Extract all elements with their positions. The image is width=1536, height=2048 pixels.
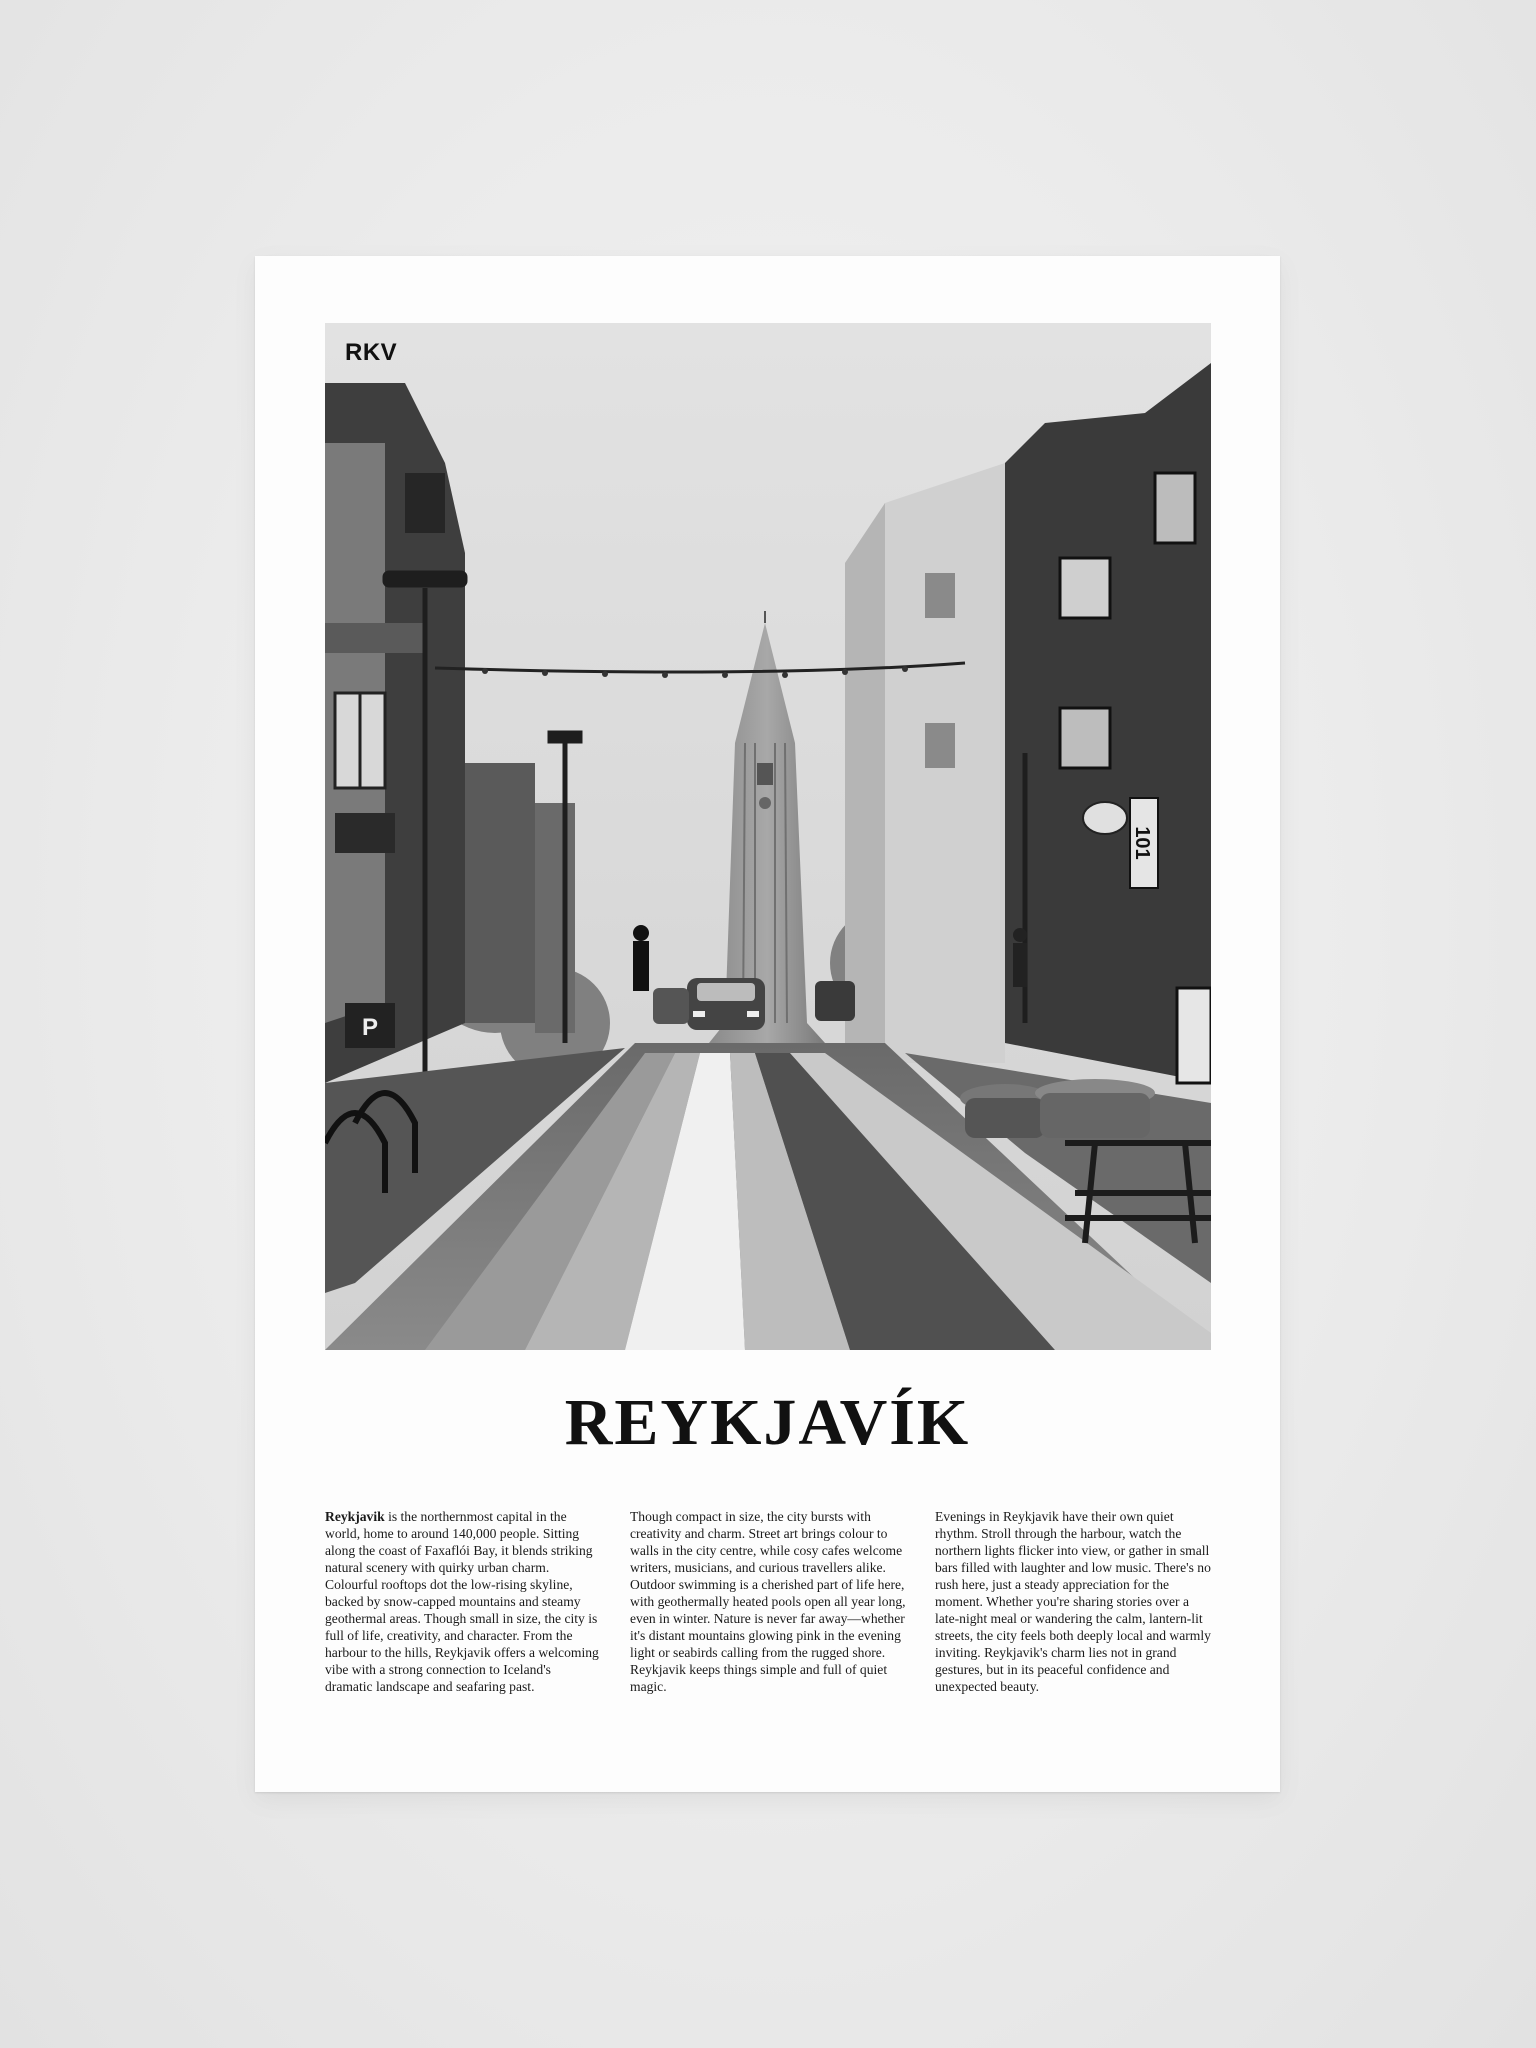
text-column-2 [630,1508,906,1695]
poster-title: REYKJAVÍK [564,1386,971,1459]
column-text: Though compact in size, the city bursts with creativity and charm. Street art brings colour to walls in the city centre, while cosy cafes welcome writers, musicians, and curious travellers alike. Outdoor swimming is a cherished part of life here, with geothermally heated pools open all year long, even in winter. Nature is never far away—whether it's distant mountains glowing pink in the evening light or seabirds calling from the rugged shore. Reykjavik keeps things simple and full of quiet magic. [630,1509,906,1694]
text-columns [325,1508,1211,1695]
shop-sign-101: 101 [1131,826,1153,860]
column-lead: Reykjavik [325,1509,385,1524]
parking-sign-glyph: P [361,1014,379,1041]
column-text: is the northernmost capital in the world, home to around 140,000 people. Sitting along the coast of Faxaflói Bay, it blends striking natural scenery with quirky urban charm. Colourful rooftops dot the low-rising skyline, backed by snow-capped mountains and steamy geothermal areas. Though small in size, the city is full of life, creativity, and character. From the harbour to the hills, Reykjavik offers a welcoming vibe with a strong connection to Iceland's dramatic landscape and seafaring past. [325,1509,599,1694]
column-text: Evenings in Reykjavik have their own quiet rhythm. Stroll through the harbour, watch the northern lights flicker into view, or gather in small bars filled with laughter and low music. There's no rush here, just a steady appreciation for the moment. Whether you're sharing stories over a late-night meal or wandering the calm, lantern-lit streets, the city feels both deeply local and warmly inviting. Reykjavik's charm lies not in grand gestures, but in its peaceful confidence and unexpected beauty. [935,1509,1211,1694]
text-column-1 [325,1508,601,1695]
street-scene-illustration [325,323,1211,1350]
street-photo [325,323,1211,1350]
city-code-label: RKV [345,339,398,366]
text-column-3 [935,1508,1211,1695]
poster [255,256,1280,1792]
